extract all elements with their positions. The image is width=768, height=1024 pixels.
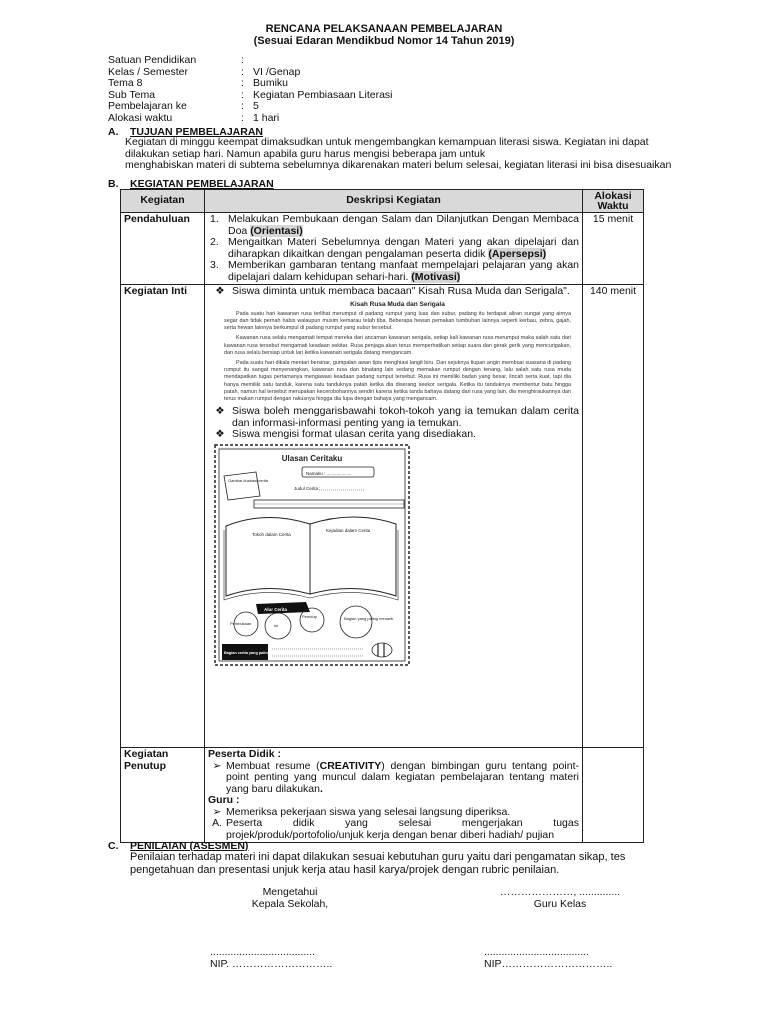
identity-block — [108, 55, 393, 124]
inti-desc — [205, 285, 583, 748]
peserta-label: Peserta Didik : — [208, 748, 281, 760]
highlight-tag: (Apersepsi) — [488, 247, 547, 260]
row-label: Kegiatan Inti — [121, 285, 205, 748]
time-cell — [583, 748, 644, 843]
signature-left — [210, 886, 370, 910]
story-review-worksheet — [214, 444, 410, 666]
time-cell: 15 menit — [583, 213, 644, 285]
info-row — [108, 67, 393, 79]
worksheet-alur: Alur Cerita — [264, 606, 288, 612]
table-row-inti — [121, 285, 644, 748]
signature-right-line — [484, 946, 654, 970]
bullet-text: Siswa mengisi format ulasan cerita yang disediakan. — [232, 428, 476, 441]
info-label: Pembelajaran ke — [108, 100, 187, 112]
info-value: 5 — [253, 100, 259, 112]
guru-label: Guru : — [208, 794, 240, 806]
bullet-text: Siswa diminta untuk membaca bacaan" Kisah Rusa Muda dan Serigala". — [232, 285, 570, 297]
paragraph-line: Kegiatan di minggu keempat dimaksudkan untuk mengembangkan kemampuan literasi siswa. Kegiatan ini dapat — [125, 136, 649, 148]
section-title: PENILAIAN (ASESMEN) — [130, 840, 249, 852]
list-number: 1. — [210, 213, 219, 225]
paragraph-line: menghabiskan materi di subtema sebelumnya dikarenakan materi belum selesai, kegiatan literasi ini bisa disesuaikan — [125, 159, 672, 171]
bullet-item — [208, 286, 579, 298]
list-item — [208, 214, 579, 237]
paragraph-line: Penilaian terhadap materi ini dapat dilakukan sesuai kebutuhan guru yaitu dari pengamatan sikap, tes — [130, 851, 626, 863]
header-alokasi: Alokasi Waktu — [583, 190, 644, 213]
section-number: A. — [108, 126, 119, 138]
bullet-item — [208, 406, 579, 429]
highlight-tag: (Motivasi) — [411, 270, 461, 283]
penutup-desc — [205, 748, 583, 843]
worksheet-kejadian: Kejadian dalam Cerita — [326, 527, 371, 533]
signature-text: …………………, .............. — [499, 886, 621, 898]
bullet-end: . — [319, 782, 323, 795]
bullet-text: ) dengan bimbingan guru tentang point-point penting yang muncul dalam kegiatan pembelajaran tentang materi yang baru dilakukan — [226, 759, 579, 795]
bullet-text: Memeriksa pekerjaan siswa yang selesai langsung diperiksa. — [226, 805, 511, 818]
paragraph-line: pengetahuan dan presentasi unjuk kerja atau hasil karya/projek dengan rubric penilaian. — [130, 864, 560, 876]
story-paragraph: Pada suatu hari kawanan rusa terlihat merumput di padang rumput yang luas dan subur, padang itu terdapat aliran sungai yang airnya segar dan tidak pernah habis walaupun musim kemarau telah tiba. Beberapa hewan pemakan tumbuhan lainnya seperti kerbau, zebra, gajah, serta hewan lainnya berkumpul di padang rumput yang subur tersebut. — [224, 310, 571, 332]
section-title: KEGIATAN PEMBELAJARAN — [130, 178, 274, 190]
info-row — [108, 55, 393, 67]
time-cell: 140 menit — [583, 285, 644, 748]
signature-left-line — [210, 946, 370, 970]
bullet-text: Membuat resume ( — [226, 759, 320, 772]
list-item — [208, 260, 579, 283]
info-label: Tema 8 — [108, 77, 143, 89]
signature-right — [470, 886, 650, 910]
list-marker: A. — [212, 817, 222, 829]
story-paragraph: Pada suatu hari dikala mentari bersinar, gumpalan awan tipis menghiasi langit biru. Dan sejuknya tiupan angin membuai suasana di padang rumput itu sangat menyenangkan, kawanan rusa dan binatang lain sedang memakan rumput dengan tenang, lalu salah satu rusa muda mendapatkan tugas pertamanya mengawasi keadaan padang rumput tersebut. Rusa ini memiliki badan yang besar, lincah serta kuat, tapi dia hanya memiliki satu tanduk, karena satu tanduknya patah ketika dia diserang seekor serigala. Ketika itu tanduknya membentur batu hingga patah, namun hal tersebut merupakan kecerobohannya sendiri karena ketika tanda bahaya datang dari rusa yang lain, dia menghiraukannya dan terus makan rumput dengan rakusnya hingga dia lupa dengan bahaya yang mengancam. — [224, 359, 571, 402]
worksheet-title: Ulasan Ceritaku — [281, 453, 343, 463]
info-colon: : — [241, 100, 244, 112]
info-colon: : — [241, 65, 244, 78]
story-paragraph: Kawanan rusa selalu mengamati tempat mereka dari ancaman kawanan serigala, setiap kali kawanan rusa merumput maka salah satu dari kawanan rusa tersebut mengamati keadaan sekitar. Rusa penjaga akan terus memperhatikan setiap suara dan gerak gerik yang mencurigakan, dan rusa selalu bersiap untuk lari ketika kawanan serigala datang mengancam. — [224, 335, 571, 356]
info-colon: : — [241, 88, 244, 101]
pendahuluan-desc — [205, 213, 583, 285]
worksheet-gambar: Gambar ilustrasi cerita — [228, 477, 269, 483]
bold-keyword: CREATIVITY — [319, 759, 382, 772]
nip-line: NIP………………………….. — [484, 958, 613, 970]
list-text: Melakukan Pembukaan dengan Salam dan Dilanjutkan Dengan Membaca Doa — [228, 213, 579, 237]
info-row — [108, 113, 393, 125]
activity-table — [120, 189, 644, 843]
story-excerpt — [224, 301, 571, 404]
paragraph-line: dilakukan setiap hari. Namun apabila guru harus mengisi beberapa jam untuk — [125, 147, 486, 160]
info-colon: : — [241, 111, 244, 124]
section-number: B. — [108, 178, 119, 190]
header-kegiatan: Kegiatan — [121, 190, 205, 213]
story-title: Kisah Rusa Muda dan Serigala — [350, 300, 445, 308]
list-number: 3. — [210, 259, 219, 271]
bullet-text: Peserta didik yang selesai mengerjakan tugas projek/produk/portofolio/unjuk kerja dengan benar diberi hadiah/ pujian — [226, 817, 579, 841]
list-text: Mengaitkan Materi Sebelumnya dengan Materi yang akan dipelajari dan diharapkan dikaitkan dengan pengalaman peserta didik — [228, 236, 579, 260]
signature-text: Mengetahui — [262, 886, 318, 898]
info-row — [108, 101, 393, 113]
bullet-item — [208, 761, 579, 796]
page-subtitle: (Sesuai Edaran Mendikbud Nomor 14 Tahun 2019) — [253, 35, 515, 47]
section-title: TUJUAN PEMBELAJARAN — [130, 126, 264, 138]
info-label: Sub Tema — [108, 88, 156, 101]
table-row-pendahuluan — [121, 213, 644, 285]
worksheet-judul: Judul Cerita : — [294, 485, 321, 491]
info-colon: : — [241, 54, 244, 66]
section-number: C. — [108, 840, 119, 852]
signature-text: Guru Kelas — [533, 898, 587, 910]
worksheet-pembukaan: Pembukaan — [230, 620, 252, 626]
worksheet-penutup: Penutup — [302, 613, 317, 619]
bullet-item — [208, 429, 579, 441]
info-value: 1 hari — [253, 111, 280, 124]
info-row — [108, 78, 393, 90]
signature-text: Kepala Sekolah, — [251, 898, 329, 910]
list-text: Memberikan gambaran tentang manfaat mempelajari pelajaran yang akan dipelajari dalam kehidupan sehari-hari. — [228, 259, 579, 283]
info-value: VI /Genap — [253, 65, 301, 78]
diamond-bullet-icon: ❖ — [215, 285, 225, 297]
arrow-bullet-icon: ➢ — [212, 805, 222, 818]
arrow-bullet-icon: ➢ — [212, 759, 222, 772]
header-deskripsi: Deskripsi Kegiatan — [205, 190, 583, 213]
highlight-tag: (Orientasi) — [250, 224, 303, 237]
nip-line: NIP. ……………………….. — [210, 958, 333, 970]
info-label: Satuan Pendidikan — [108, 54, 197, 66]
signature-line: .................................... — [210, 946, 316, 958]
worksheet-isi: Isi — [274, 622, 278, 628]
diamond-bullet-icon: ❖ — [215, 428, 225, 441]
signature-line: .................................... — [484, 946, 590, 958]
info-value: Kegiatan Pembiasaan Literasi — [253, 88, 393, 101]
row-label: Pendahuluan — [121, 213, 205, 285]
list-number: 2. — [210, 236, 219, 248]
row-label: Kegiatan Penutup — [121, 748, 205, 843]
bullet-text: Siswa boleh menggarisbawahi tokoh-tokoh yang ia temukan dalam cerita dan informasi-informasi penting yang ia temukan. — [232, 405, 579, 429]
info-label: Kelas / Semester — [108, 65, 188, 78]
section-a-text — [125, 137, 725, 172]
worksheet-bagian: Bagian yang paling menarik — [344, 615, 394, 621]
diamond-bullet-icon: ❖ — [215, 405, 225, 418]
worksheet-bagian2: Bagian cerita yang paling menarik — [224, 650, 286, 655]
section-c-text — [130, 851, 730, 877]
info-label: Alokasi waktu — [108, 111, 173, 124]
info-value: Bumiku — [253, 77, 289, 89]
list-item — [208, 237, 579, 260]
worksheet-tokoh: Tokoh dalam Cerita — [252, 531, 291, 537]
worksheet-nama: Namaku : .................... — [306, 470, 352, 476]
info-colon: : — [241, 77, 244, 89]
table-header-row — [121, 190, 644, 213]
page-title: RENCANA PELAKSANAAN PEMBELAJARAN — [265, 23, 503, 35]
table-row-penutup — [121, 748, 644, 843]
bullet-item — [208, 818, 579, 841]
